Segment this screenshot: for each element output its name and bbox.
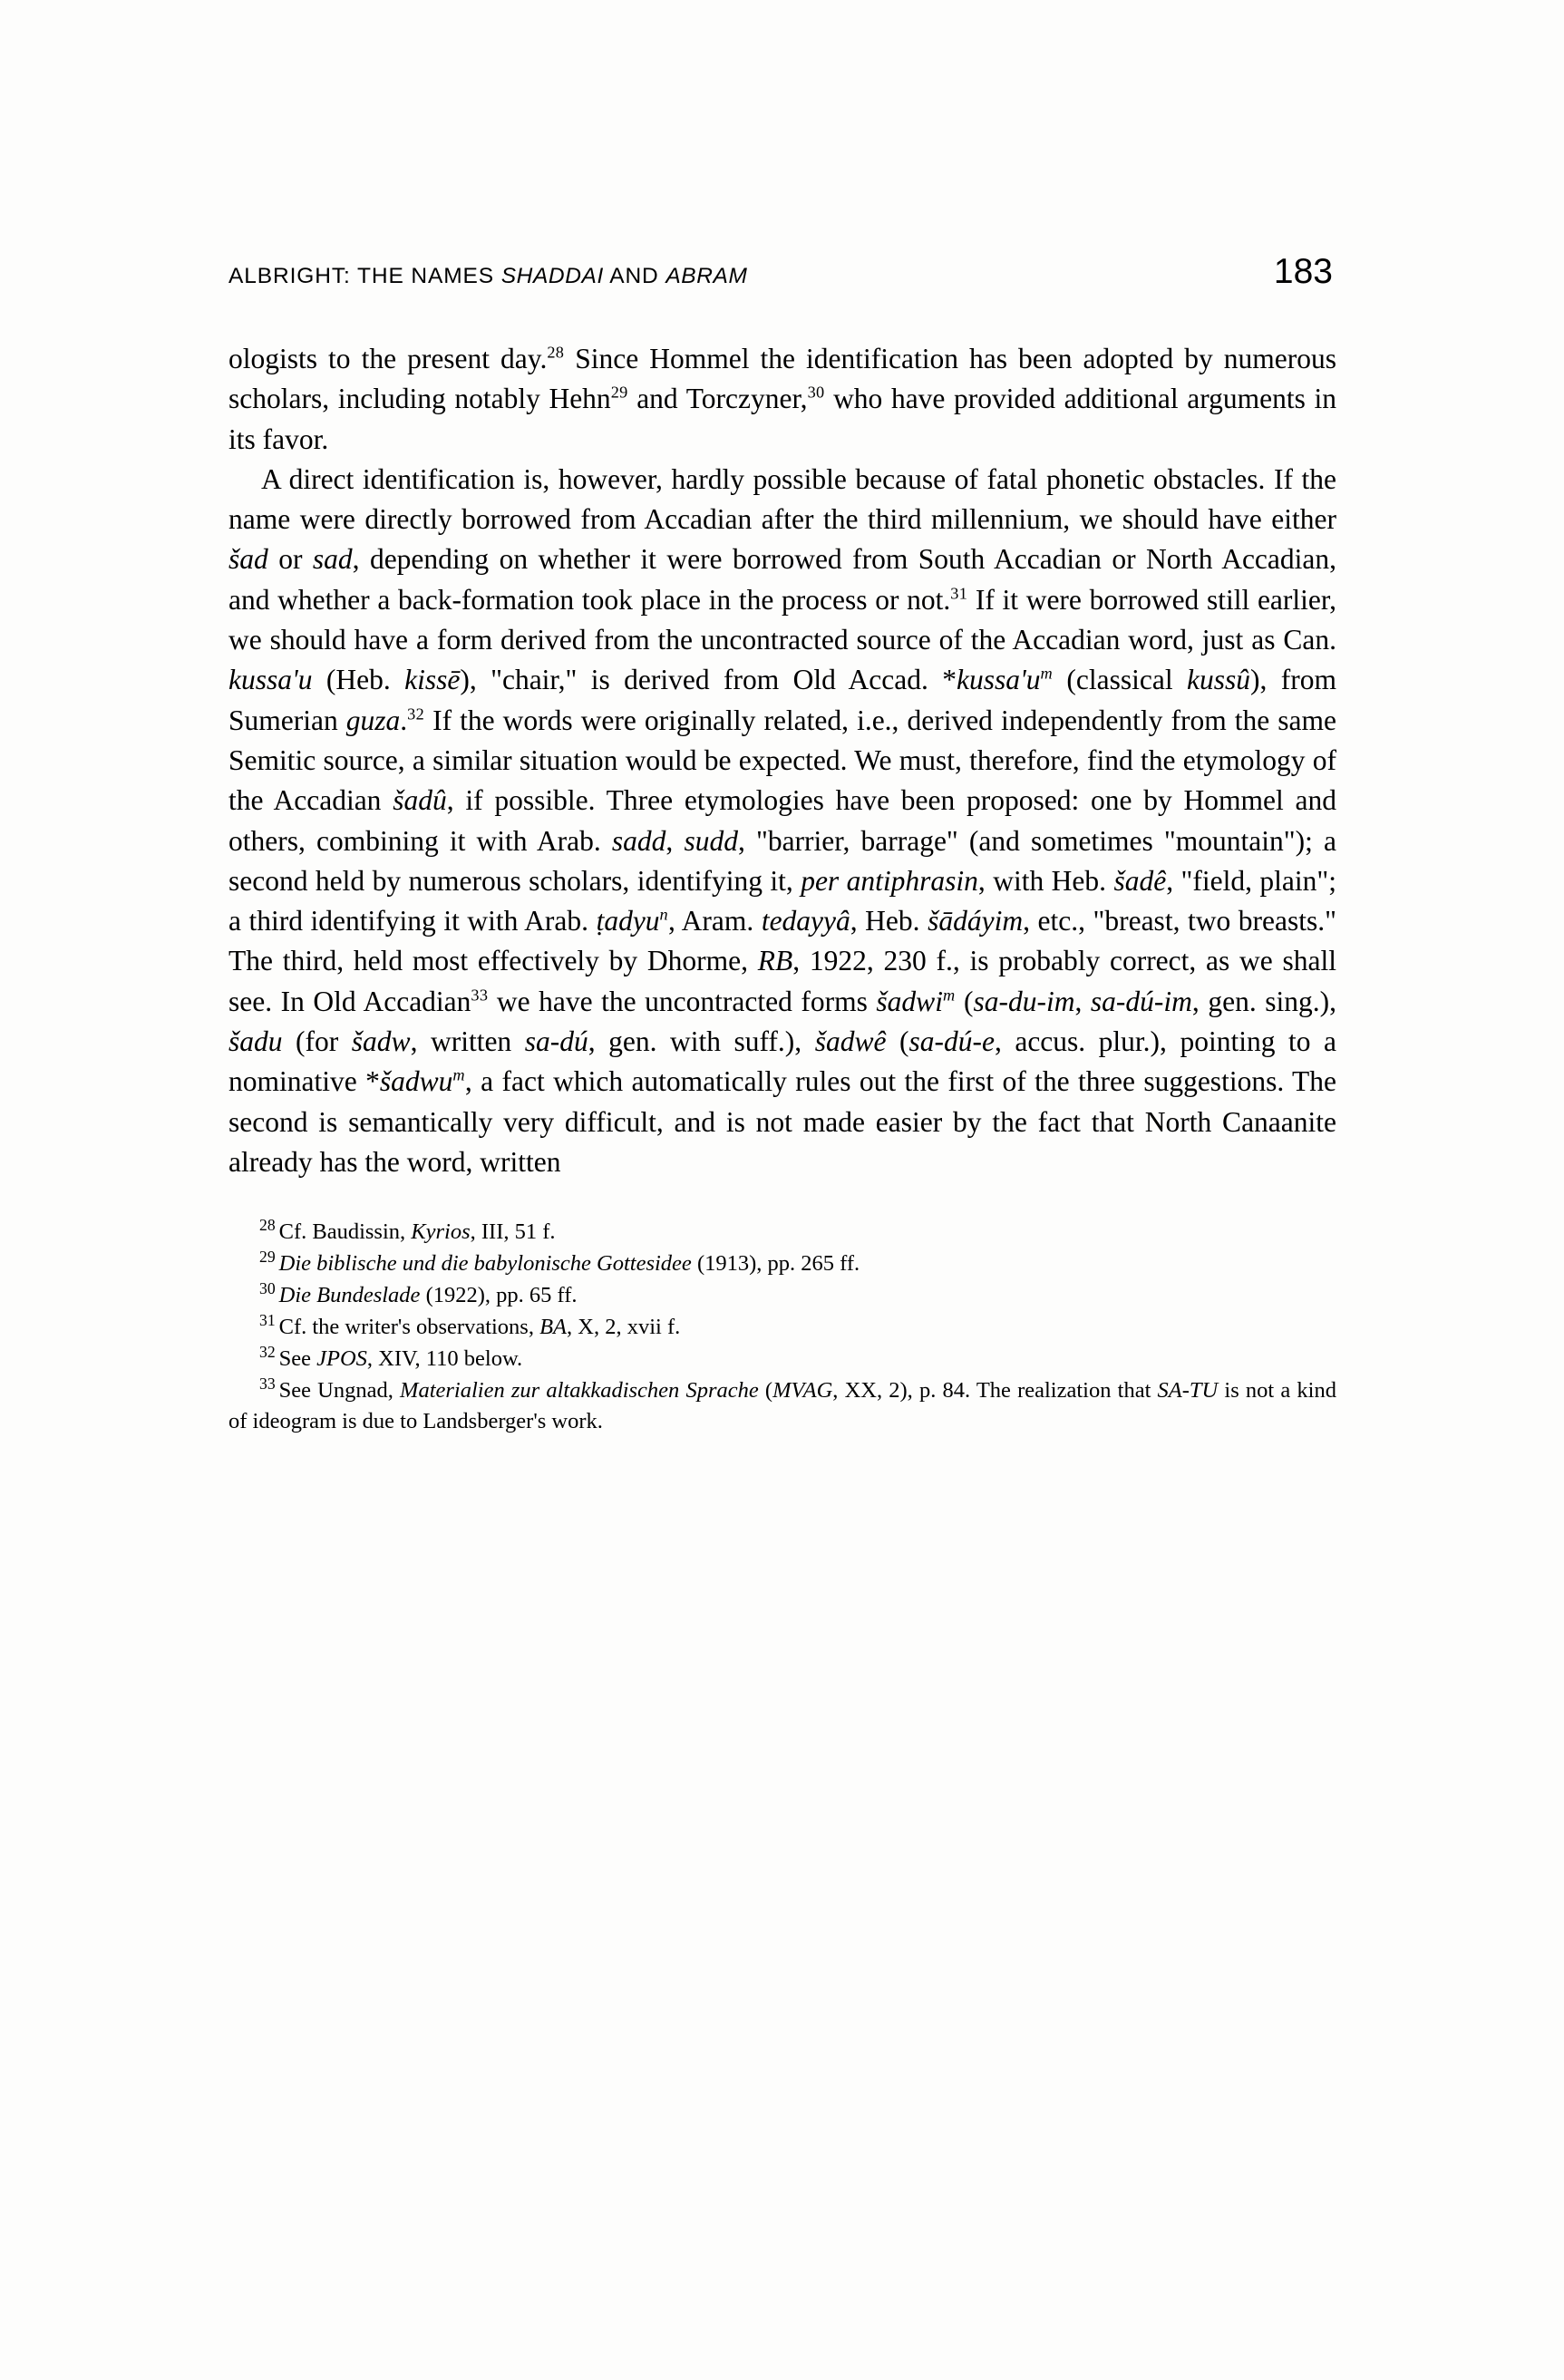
footnote-30-number: 30 xyxy=(259,1279,276,1298)
page-content xyxy=(228,252,1336,1436)
footnote-28-number: 28 xyxy=(259,1216,276,1235)
footnote-32-text: See JPOS, XIV, 110 below. xyxy=(278,1346,523,1372)
footnote-31 xyxy=(228,1312,1336,1343)
footnotes-section xyxy=(228,1217,1336,1436)
footnote-list xyxy=(228,1217,1336,1375)
footnote-33-text: See Ungnad, Materialien zur altakkadischen Sprache (MVAG, XX, 2), p. 84. The realization that SA-TU is not a kind of ideogram is due to Landsberger's work. xyxy=(228,1378,1336,1433)
running-head-italic-1: SHADDAI xyxy=(500,264,604,288)
running-head xyxy=(228,252,1336,292)
footnote-33 xyxy=(228,1375,1336,1436)
footnote-31-text: Cf. the writer's observations, BA, X, 2, xvii f. xyxy=(278,1315,681,1340)
footnote-32-number: 32 xyxy=(259,1343,276,1362)
footnote-29-text: Die biblische und die babylonische Gottesidee (1913), pp. 265 ff. xyxy=(278,1251,860,1277)
running-head-plain-1: ALBRIGHT: THE NAMES xyxy=(228,264,501,288)
footnote-28-text: Cf. Baudissin, Kyrios, III, 51 f. xyxy=(278,1219,556,1245)
paragraph-2: A direct identification is, however, hardly possible because of fatal phonetic obstacles. If the name were directly borrowed from Accadian after the third millennium, we should have either šad or sad, depending on whether it were borrowed from South Accadian or North Accadian, and whether a back-formation took place in the process or not.$^{31}$ If it were borrowed still earlier, we should have a form derived from the uncontracted source of the Accadian word, just as Can. kussa'u (Heb. kissē), "chair," is derived from Old Accad. $*kussa'u^m$ (classical kussû), from Sumerian guza.$^{32}$ If the words were originally related, i.e., derived independently from the same Semitic source, a similar situation would be expected. We must, therefore, find the etymology of the Accadian šadû, if possible. Three etymologies have been proposed: one by Hommel and others, combining it with Arab. sadd, sudd, "barrier, barrage" (and sometimes "mountain"); a second held by numerous scholars, identifying it, per antiphrasin, with Heb. šadê, "field, plain"; a third identifying it with Arab. ṭadyu$^n$, Aram. tedayyâ, Heb. šādáyim, etc., "breast, two breasts." The third, held most effectively by Dhorme, RB, 1922, 230 f., is probably correct, as we shall see. In Old Accadian$^{33}$ we have the uncontracted forms šadwi$^m$ (sa-du-im, sa-dú-im, gen. sing.), šadu (for šadw, written sa-dú, gen. with suff.), šadwê (sa-dú-e, accus. plur.), pointing to a nominative *šadwu$^m$, a fact which automatically rules out the first of the three suggestions. The second is semantically very difficult, and is not made easier by the fact that North Canaanite already has the word, written xyxy=(228,462,1337,1178)
running-head-italic-2: ABRAM xyxy=(665,264,748,288)
footnote-30 xyxy=(228,1280,1336,1311)
running-head-title xyxy=(228,264,748,289)
running-head-plain-2: AND xyxy=(603,264,666,288)
footnote-31-number: 31 xyxy=(259,1311,276,1330)
footnote-29 xyxy=(228,1248,1336,1279)
footnote-33-number: 33 xyxy=(259,1375,276,1394)
footnote-29-number: 29 xyxy=(259,1248,276,1267)
footnote-30-text: Die Bundeslade (1922), pp. 65 ff. xyxy=(278,1283,578,1308)
footnote-28 xyxy=(228,1217,1336,1248)
paragraph-1: ologists to the present day.$^{28}$ Since Hommel the identification has been adopted by numerous scholars, including notably Hehn$^{29}$ and Torczyner,$^{30}$ who have provided additional arguments in its favor. xyxy=(228,343,1336,455)
body-text xyxy=(228,339,1336,1182)
page-number: 183 xyxy=(1273,252,1333,291)
footnote-32 xyxy=(228,1344,1336,1375)
